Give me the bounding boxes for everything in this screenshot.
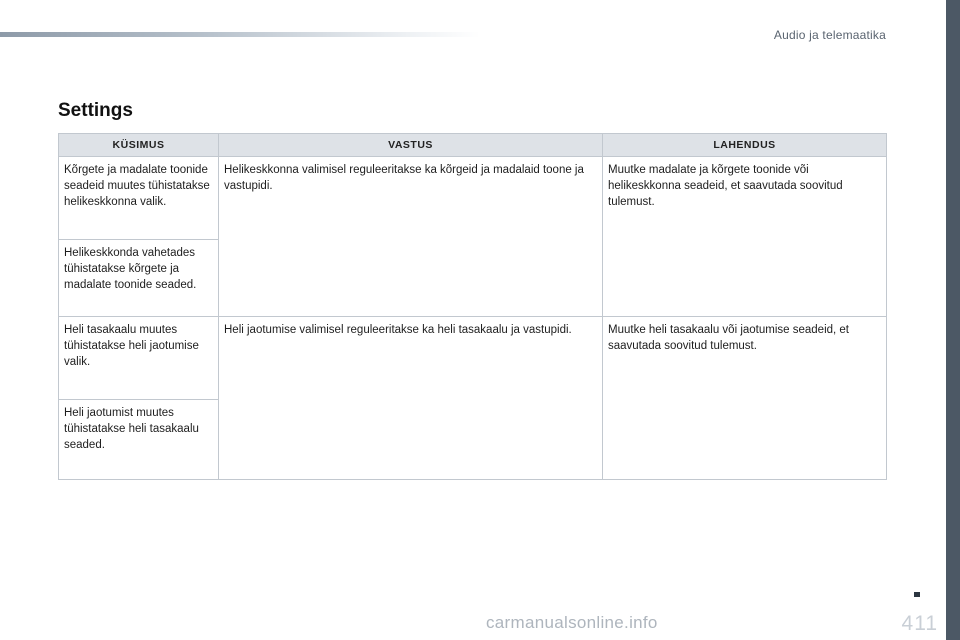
- page-title: Settings: [58, 100, 133, 121]
- question-cell: Heli tasakaalu muutes tühistatakse heli jaotumise valik.: [59, 317, 219, 400]
- column-header-question: KÜSIMUS: [59, 134, 219, 157]
- table-row: [59, 157, 887, 240]
- column-header-solution: LAHENDUS: [603, 134, 887, 157]
- table-header-row: [59, 134, 887, 157]
- question-cell: Helikeskkonda vahetades tühistatakse kõrgete ja madalate toonide seaded.: [59, 240, 219, 317]
- answer-cell: Helikeskkonna valimisel reguleeritakse ka kõrgeid ja madalaid toone ja vastupidi.: [219, 157, 603, 317]
- page-number: 411: [901, 612, 938, 635]
- watermark: carmanualsonline.info: [486, 613, 658, 632]
- page-edge-strip: [946, 0, 960, 640]
- column-header-answer: VASTUS: [219, 134, 603, 157]
- header-decorative-bar: [0, 32, 480, 37]
- page-marker: [914, 592, 920, 597]
- question-cell: Kõrgete ja madalate toonide seadeid muutes tühistatakse helikeskkonna valik.: [59, 157, 219, 240]
- settings-table: [58, 133, 887, 480]
- solution-cell: Muutke heli tasakaalu või jaotumise seadeid, et saavutada soovitud tulemust.: [603, 317, 887, 480]
- table-row: [59, 317, 887, 400]
- section-header: Audio ja telemaatika: [773, 28, 886, 42]
- question-cell: Heli jaotumist muutes tühistatakse heli tasakaalu seaded.: [59, 400, 219, 480]
- solution-cell: Muutke madalate ja kõrgete toonide või helikeskkonna seadeid, et saavutada soovitud tulemust.: [603, 157, 887, 317]
- answer-cell: Heli jaotumise valimisel reguleeritakse ka heli tasakaalu ja vastupidi.: [219, 317, 603, 480]
